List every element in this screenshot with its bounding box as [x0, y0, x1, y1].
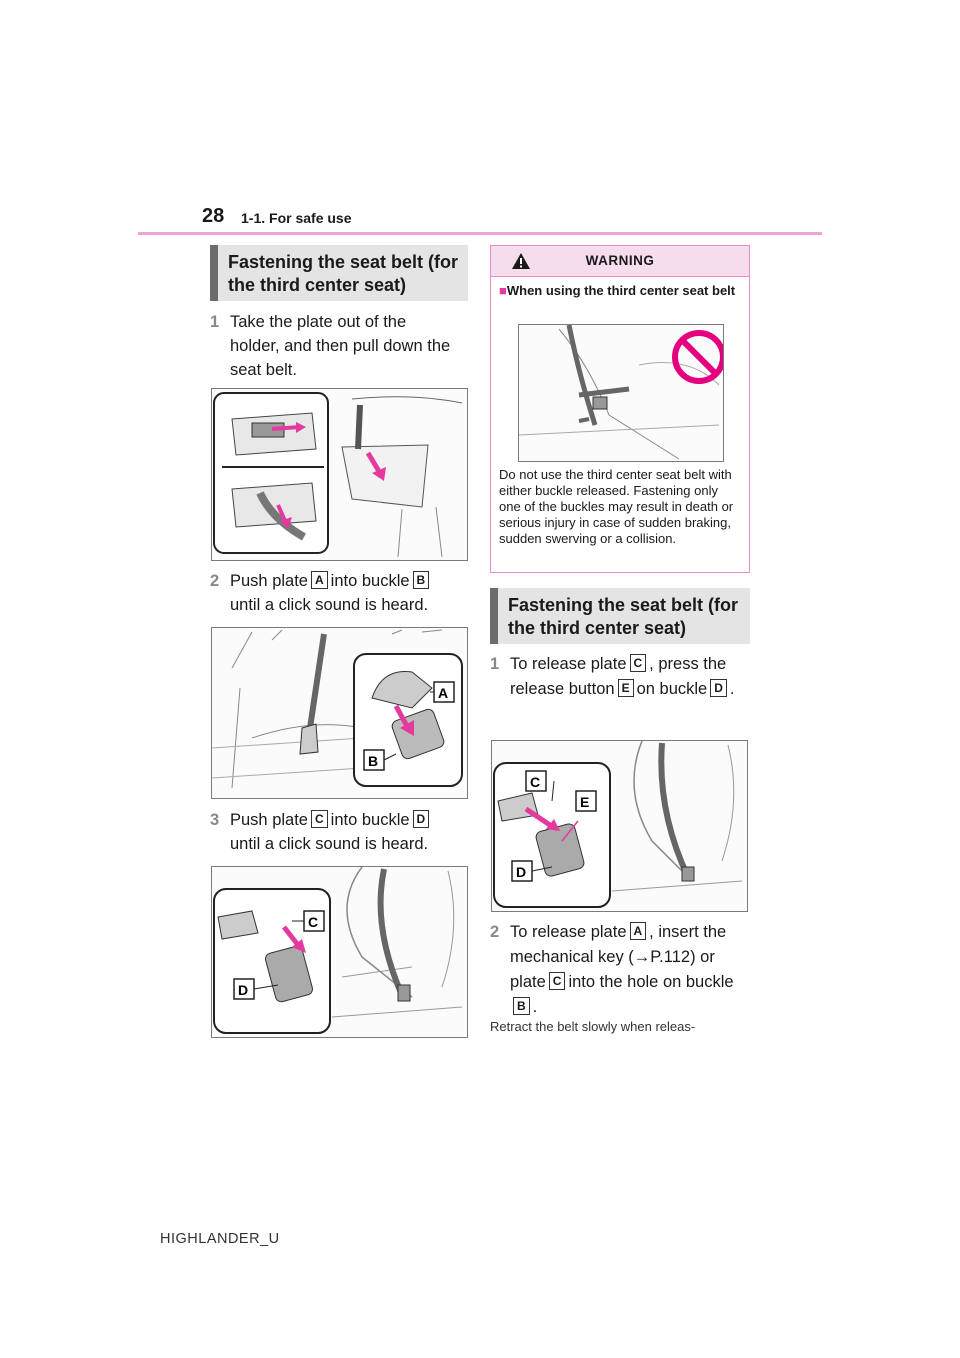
- figure-push-plate-c: [211, 866, 468, 1038]
- label-badge-d: D: [710, 679, 727, 697]
- fig-label-e: E: [580, 794, 590, 810]
- release-note: Retract the belt slowly when releas-: [490, 1019, 696, 1034]
- figure-release-plate-c: [491, 740, 748, 912]
- page-number: 28: [202, 205, 225, 227]
- left-step-3: [210, 808, 465, 856]
- step-text: Take the plate out of the holder, and then pull down the seat belt.: [230, 313, 451, 379]
- label-badge-c: C: [311, 810, 328, 828]
- warning-title: WARNING: [585, 253, 655, 268]
- label-badge-a: A: [311, 571, 328, 589]
- warning-box: [490, 245, 750, 573]
- fig-label-c: C: [308, 914, 319, 930]
- right-section-heading: Fastening the seat belt (for the third center seat): [490, 588, 750, 644]
- step-text: Push plate C into buckle D until a click sound is heard.: [230, 811, 429, 853]
- step-text: To release plate A , insert the mechanical key (→P.112) or plate C into the hole on buckleB .: [510, 923, 734, 1016]
- label-badge-c: C: [549, 972, 566, 990]
- header-rule: [138, 232, 822, 235]
- label-badge-b: B: [413, 571, 430, 589]
- left-step-2: [210, 569, 465, 617]
- label-badge-d: D: [413, 810, 430, 828]
- section-title: 1-1. For safe use: [241, 210, 352, 226]
- fig-label-a: A: [438, 685, 449, 701]
- right-step-1: [490, 652, 752, 732]
- figure-plate-holder: [211, 388, 468, 561]
- step-number: 2: [490, 923, 500, 941]
- step-number: 3: [210, 811, 220, 829]
- square-bullet-icon: ■: [499, 283, 507, 298]
- right-step-2: [490, 920, 752, 1016]
- left-step-1: [210, 310, 460, 382]
- step-number: 1: [490, 655, 500, 673]
- step-text: To release plate C , press the release button E on buckle D .: [510, 655, 735, 698]
- label-badge-b: B: [513, 997, 530, 1015]
- warning-header: [491, 246, 749, 277]
- label-badge-a: A: [630, 922, 647, 940]
- warning-subtitle: ■When using the third center seat belt: [499, 283, 736, 298]
- figure-warning-seatbelt: [518, 324, 724, 462]
- footer-model: HIGHLANDER_U: [160, 1231, 280, 1247]
- step-text: Push plate A into buckle B until a click sound is heard.: [230, 572, 429, 614]
- fig-label-d: D: [238, 982, 249, 998]
- figure-push-plate-a: [211, 627, 468, 799]
- step-number: 2: [210, 572, 220, 590]
- warning-text: Do not use the third center seat belt with either buckle released. Fastening only one of the buckles may result in death or serious injury in case of sudden braking, sudden swerving or a collision.: [499, 467, 734, 546]
- fig-label-d: D: [516, 864, 527, 880]
- left-section-heading: Fastening the seat belt (for the third center seat): [210, 245, 468, 301]
- step-number: 1: [210, 313, 220, 331]
- fig-label-b: B: [368, 753, 379, 769]
- fig-label-c: C: [530, 774, 541, 790]
- label-badge-e: E: [618, 679, 634, 697]
- label-badge-c: C: [630, 654, 647, 672]
